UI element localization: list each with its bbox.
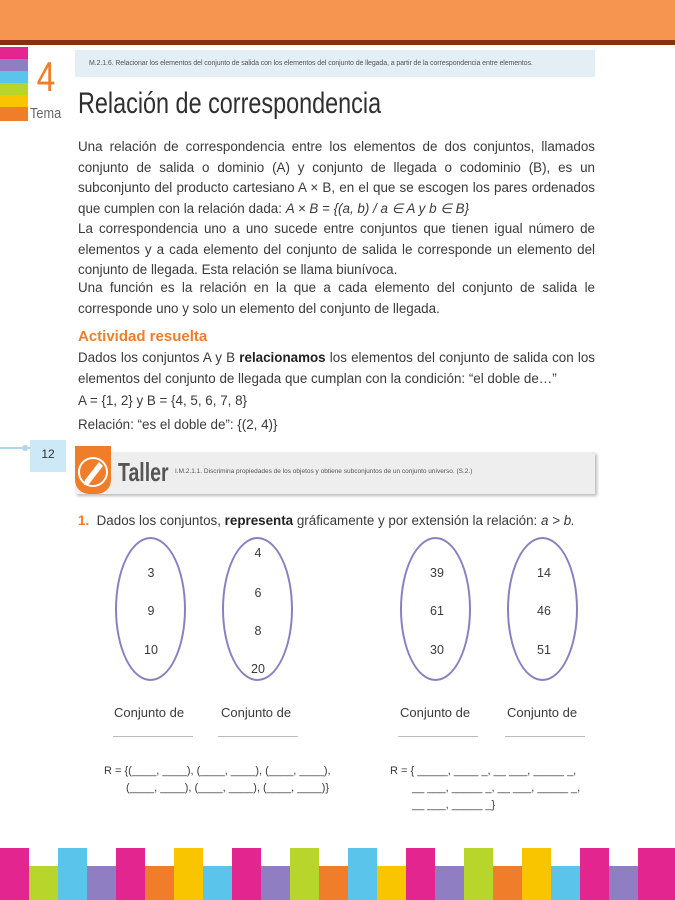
relation-right-line1[interactable]: R = { _____, ____ _, __ ___, _____ _, <box>390 765 577 777</box>
cartesian-formula: A × B = {(a, b) / a ∈ A y b ∈ B} <box>285 200 470 216</box>
exercise-question: 1. Dados los conjuntos, representa gráficamente y por extensión la relación: a > b. <box>78 513 575 528</box>
bottom-color-bars <box>0 848 675 900</box>
paragraph-function: Una función es la relación en la que a cada elemento del conjunto de salida le corresponde uno y solo un elemento del conjunto de llegada. <box>78 280 595 316</box>
activity-text: Dados los conjuntos A y B relacionamos los elementos del conjunto de salida con los elementos del conjunto de llegada que cumplan con la condición: “el doble de…” <box>78 350 595 386</box>
page-marker-dot <box>22 445 28 451</box>
topic-number: 4 <box>36 53 56 100</box>
set-element: 10 <box>144 643 158 657</box>
set-element: 30 <box>430 643 444 657</box>
activity-heading: Actividad resuelta <box>78 328 208 345</box>
set-element: 9 <box>147 604 155 618</box>
top-banner-line <box>0 40 675 45</box>
set-element: 8 <box>254 624 262 638</box>
relation-left-line2[interactable]: (____, ____), (____, ____), (____, ____)} <box>126 782 330 794</box>
paragraph-definition: Una relación de correspondencia entre los elementos de dos conjuntos, llamados conjunto de salida o dominio (A) y conjunto de llegada o codominio (B), es un subconjunto del producto cartesiano A × B, en el que se escogen los pares ordenados que cumplen con la relación dada: A × B = {(a, b) / a ∈ A y b ∈ B} <box>78 139 595 216</box>
relation-right-line2[interactable]: __ ___, _____ _, __ ___, _____ _, <box>412 782 581 794</box>
activity-relation: Relación: “es el doble de”: {(2, 4)} <box>78 417 278 432</box>
set-element: 6 <box>254 586 262 600</box>
topic-label: Tema <box>30 105 62 122</box>
set-element: 51 <box>537 643 551 657</box>
set-caption: Conjunto de <box>221 705 292 720</box>
skill-code-top: M.2.1.6. Relacionar los elementos del conjunto de salida con los elementos del conjunto de llegada, a partir de la correspondencia entre elementos. <box>75 50 595 77</box>
set-element: 20 <box>251 662 265 676</box>
answer-line[interactable] <box>398 736 478 737</box>
taller-skill-code: I.M.2.1.1. Discrimina propiedades de los objetos y obtiene subconjuntos de un conjunto universo. (S.2.) <box>175 468 473 475</box>
set-element: 14 <box>537 566 551 580</box>
set-element: 39 <box>430 566 444 580</box>
answer-line[interactable] <box>113 736 193 737</box>
page-number: 12 <box>30 440 66 472</box>
paragraph-biunivoca: La correspondencia uno a uno sucede entre conjuntos que tienen igual número de elementos y a cada elemento del conjunto de salida le corresponde un elemento del conjunto de llegada. Esta relación se llama biunívoca. <box>78 221 595 277</box>
set-caption: Conjunto de <box>507 705 578 720</box>
top-banner <box>0 0 675 40</box>
set-element: 3 <box>147 566 155 580</box>
answer-line[interactable] <box>218 736 298 737</box>
set-element: 46 <box>537 604 551 618</box>
relation-left-line1[interactable]: R = {(____, ____), (____, ____), (____, ____), <box>104 765 331 777</box>
set-caption: Conjunto de <box>114 705 185 720</box>
page-title: Relación de correspondencia <box>78 87 382 120</box>
pencil-icon <box>75 446 111 494</box>
relation-right-line3[interactable]: __ ___, _____ _} <box>412 799 496 811</box>
set-element: 4 <box>254 546 262 560</box>
set-caption: Conjunto de <box>400 705 471 720</box>
activity-sets: A = {1, 2} y B = {4, 5, 6, 7, 8} <box>78 393 248 408</box>
answer-line[interactable] <box>505 736 585 737</box>
taller-label: Taller <box>118 457 169 487</box>
set-element: 61 <box>430 604 444 618</box>
